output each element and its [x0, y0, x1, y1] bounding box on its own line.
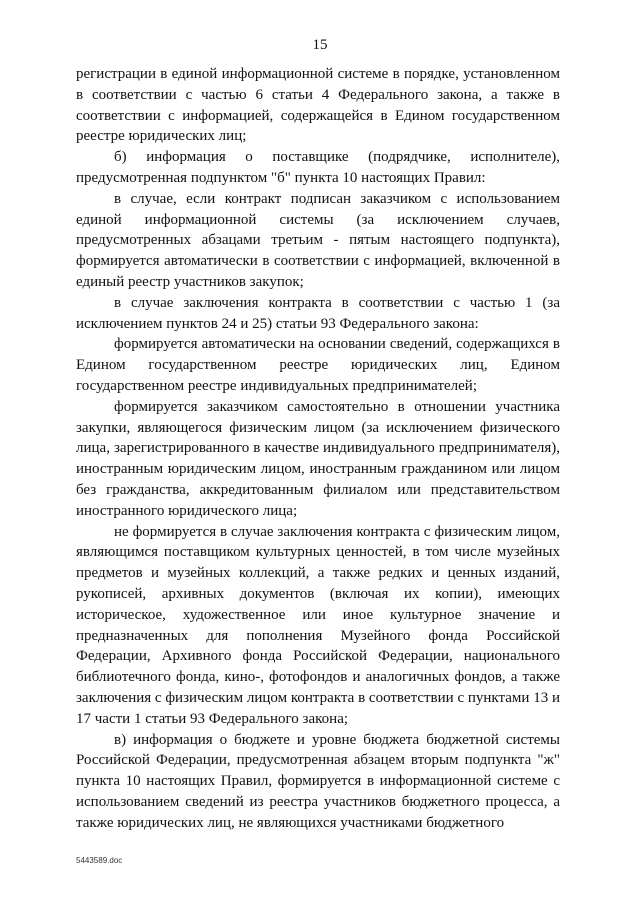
paragraph-contract-signed-eis: в случае, если контракт подписан заказчиком с использованием единой информационной системы (за исключением случаев, предусмотренных абзацами третьим - пятым настоящего подпункта), формируется автоматически в соответствии с информацией, включенной в единый реестр участников закупок;: [76, 190, 560, 290]
paragraph-v-budget-info: в) информация о бюджете и уровне бюджета бюджетной системы Российской Федерации, предусмотренная абзацем вторым подпункта "ж" пункта 10 настоящих Правил, формируется в информационной системе с использованием сведений из реестра участников бюджетного процесса, а также юридических лиц, не являющихся участниками бюджетного: [76, 731, 560, 831]
paragraph-b-supplier-info: б) информация о поставщике (подрядчике, исполнителе), предусмотренная подпунктом "б" пункта 10 настоящих Правил:: [76, 149, 560, 186]
paragraph-registration-continuation: регистрации в единой информационной системе в порядке, установленном в соответствии с частью 6 статьи 4 Федерального закона, а также в соответствии с информацией, содержащейся в Едином государственном реестре юридических лиц;: [76, 66, 560, 145]
page-number: 15: [312, 37, 328, 53]
document-body: [76, 64, 560, 833]
document-file-code: 5443589.doc: [76, 856, 123, 865]
paragraph-formed-by-customer: формируется заказчиком самостоятельно в отношении участника закупки, являющегося физическим лицом (за исключением физического лица, зарегистрированного в качестве индивидуального предпринимателя), иностранным юридическим лицом, иностранным гражданином или лицом без гражданства, аккредитованным филиалом или представительством иностранного юридического лица;: [76, 398, 560, 519]
paragraph-not-formed: не формируется в случае заключения контракта с физическим лицом, являющимся поставщиком культурных ценностей, в том числе музейных предметов и музейных коллекций, а также редких и ценных изданий, рукописей, архивных документов (включая их копии), имеющих историческое, художественное или иное культурное значение и предназначенных для пополнения Музейного фонда Российской Федерации, Архивного фонда Российской Федерации, национального библиотечного фонда, кино-, фотофондов и аналогичных фондов, а также заключения с физическим лицом контракта в соответствии с пунктами 13 и 17 части 1 статьи 93 Федерального закона;: [76, 523, 560, 727]
paragraph-formed-automatically: формируется автоматически на основании сведений, содержащихся в Едином государственном реестре юридических лиц, Едином государственном реестре индивидуальных предпринимателей;: [76, 336, 560, 394]
paragraph-contract-part-1-article-93: в случае заключения контракта в соответствии с частью 1 (за исключением пунктов 24 и 25) статьи 93 Федерального закона:: [76, 294, 560, 332]
